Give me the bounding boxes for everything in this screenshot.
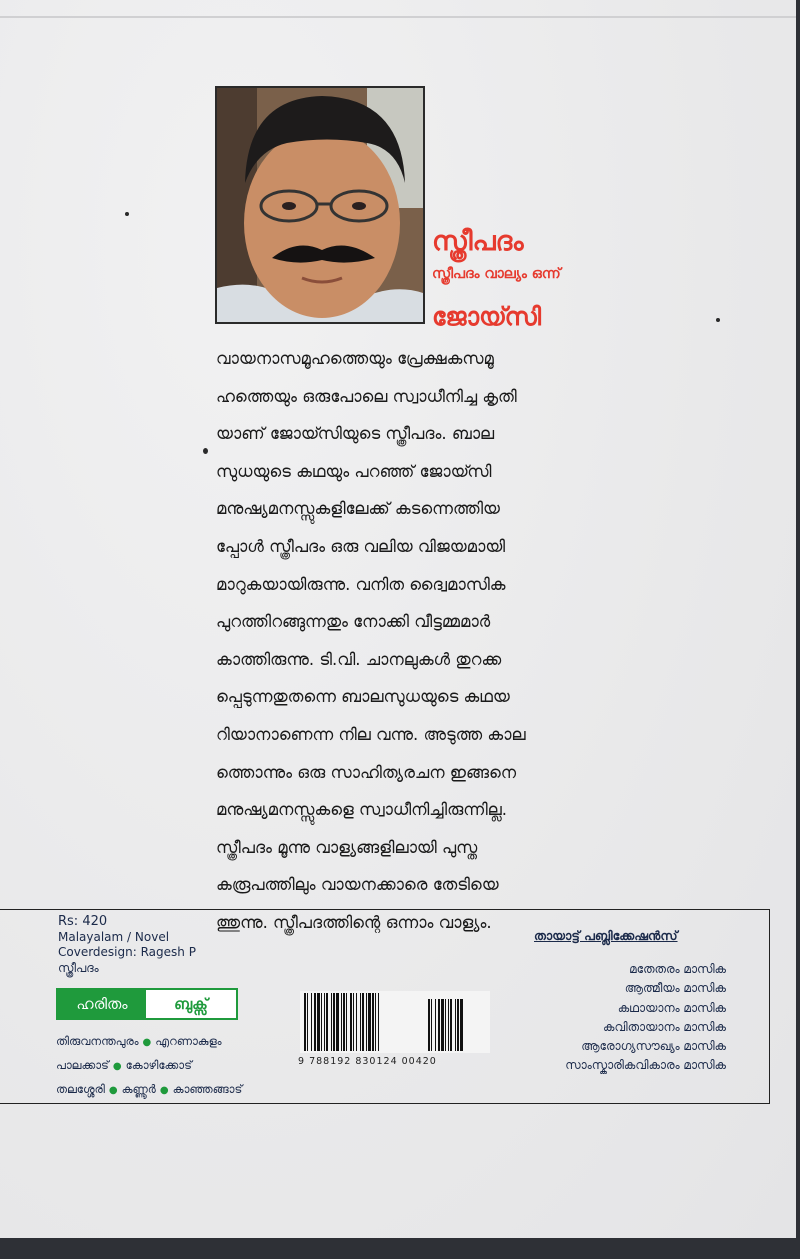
blurb-line: കാത്തിരുന്നു. ടി.വി. ചാനലുകൾ തുറക്ക: [216, 649, 502, 669]
city: എറണാകുളം: [155, 1034, 222, 1048]
magazine-item: ആരോഗ്യസൗഖ്യം മാസിക: [581, 1039, 726, 1054]
coverdesign-credit: Coverdesign: Ragesh P: [58, 945, 196, 959]
city: പാലക്കാട്: [56, 1058, 109, 1072]
magazine-item: ആത്മീയം മാസിക: [624, 981, 726, 996]
blurb-line: കരൂപത്തിലും വായനക്കാരെ തേടിയെ: [216, 875, 499, 895]
blurb-line: പുറത്തിറങ്ങുന്നതും നോക്കി വീട്ടമ്മമാർ: [216, 612, 491, 632]
city: കോഴിക്കോട്: [125, 1058, 192, 1072]
city-row: [56, 1030, 242, 1054]
city: തലശ്ശേരി: [56, 1082, 105, 1096]
speck: [125, 212, 129, 216]
publisher-logo: [56, 988, 238, 1020]
city-row: [56, 1054, 242, 1078]
blurb-text: [216, 340, 616, 942]
book-name-small: സ്ത്രീപദം: [58, 960, 99, 975]
book-title: സ്ത്രീപദം: [432, 226, 524, 257]
blurb-line: റിയാനാണെന്ന നില വന്നു. അടുത്ത കാല: [216, 724, 526, 744]
magazine-item: കവിതായാനം മാസിക: [603, 1019, 726, 1034]
blurb-line: മനുഷ്യമനസ്സുകളിലേക്ക് കടന്നെത്തിയ: [216, 499, 500, 519]
bullet-icon: ●: [159, 1085, 169, 1096]
blurb-line: ത്തൊന്നും ഒരു സാഹിത്യരചന ഇങ്ങനെ: [216, 762, 517, 782]
branch-cities: [56, 1030, 242, 1102]
blurb-line: യാണ് ജോയ്സിയുടെ സ്ത്രീപദം. ബാല: [216, 424, 495, 444]
blurb-line: സുധയുടെ കഥയും പറഞ്ഞ് ജോയ്സി: [216, 461, 492, 481]
bullet-icon: ●: [112, 1061, 122, 1072]
author-photo: [215, 86, 425, 324]
blurb-line: സ്ത്രീപദം മൂന്നു വാള്യങ്ങളിലായി പുസ്ത: [216, 837, 478, 857]
blurb-line: ഹത്തെയും ഒരുപോലെ സ്വാധീനിച്ച കൃതി: [216, 386, 517, 406]
city: കണ്ണൂർ: [121, 1082, 156, 1096]
cover-edge: [0, 16, 796, 18]
book-meta: [58, 914, 196, 976]
magazine-item: മതേതരം മാസിക: [629, 962, 726, 976]
city: കാഞ്ഞങ്ങാട്: [172, 1082, 243, 1096]
magazine-item: സാംസ്കാരികവികാരം മാസിക: [565, 1058, 726, 1073]
bullet-icon: ●: [108, 1085, 118, 1096]
speck: [716, 318, 720, 322]
author-name: ജോയ്സി: [432, 302, 542, 331]
logo-part-books: ബുക്സ്: [174, 995, 208, 1013]
speck: [203, 448, 208, 454]
logo-part-haritham: ഹരിതം: [58, 990, 146, 1018]
isbn-barcode: [300, 991, 490, 1053]
bullet-icon: ●: [142, 1037, 152, 1048]
category-label: Malayalam / Novel: [58, 929, 170, 944]
publisher-name: തായാട്ട് പബ്ലിക്കേഷൻസ്: [534, 928, 678, 943]
blurb-line: വായനാസമൂഹത്തെയും പ്രേക്ഷകസമൂ: [216, 349, 494, 368]
blurb-line: പ്പെടുന്നതുതന്നെ ബാലസുധയുടെ കഥയ: [216, 687, 510, 707]
city-row: [56, 1078, 242, 1102]
magazine-item: കഥായാനം മാസിക: [617, 1000, 726, 1015]
price-label: Rs: 420: [58, 914, 108, 929]
blurb-line: മനുഷ്യമനസ്സുകളെ സ്വാധീനിച്ചിരുന്നില്ല.: [216, 800, 508, 820]
isbn-number: 9 788192 830124 00420: [298, 1056, 437, 1067]
book-subtitle: സ്ത്രീപദം വാല്യം ഒന്ന്: [432, 266, 561, 282]
blurb-line: പ്പോൾ സ്ത്രീപദം ഒരു വലിയ വിജയമായി: [216, 536, 506, 556]
city: തിരുവനന്തപുരം: [56, 1034, 139, 1048]
magazine-list: [565, 960, 726, 1076]
blurb-line: മാറുകയായിരുന്നു. വനിത ദ്വൈമാസിക: [216, 574, 506, 594]
blurb-line: ത്തുന്നു. സ്ത്രീപദത്തിന്റെ ഒന്നാം വാള്യം.: [216, 912, 492, 932]
